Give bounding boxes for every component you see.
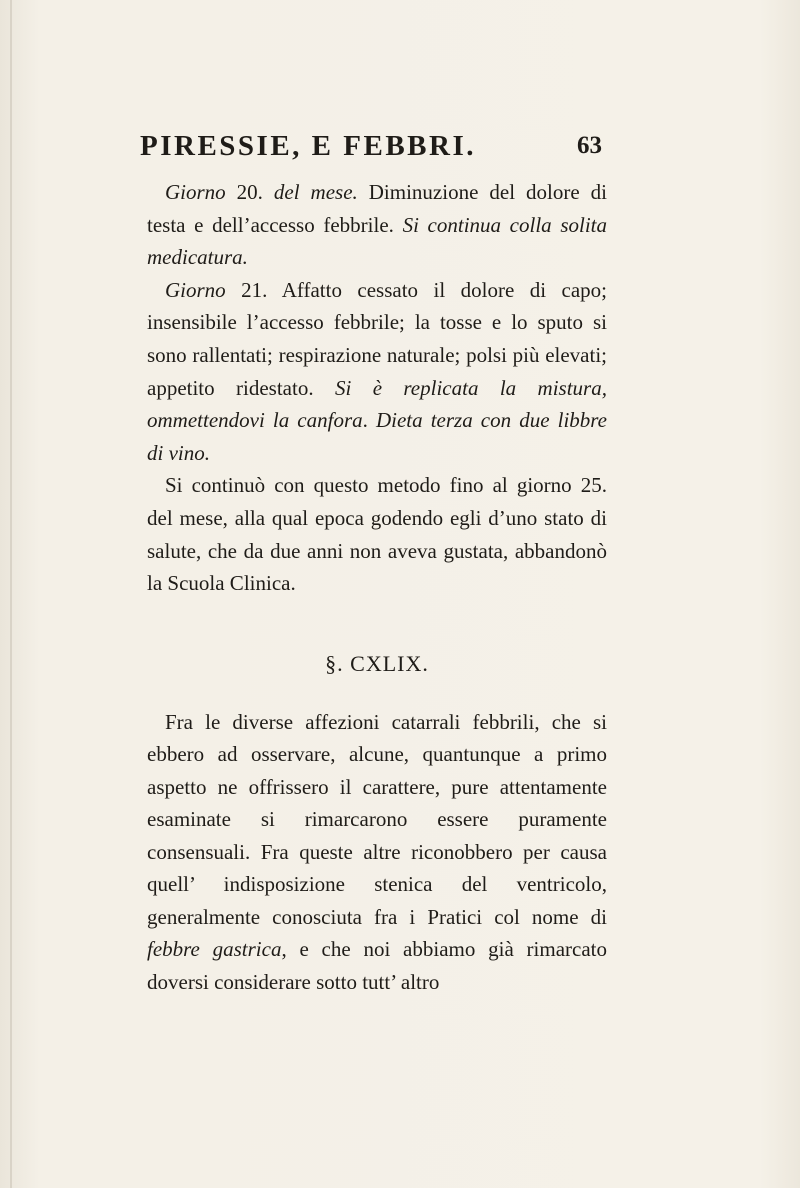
day-21-separator: .	[362, 408, 376, 433]
day-21-prescription: Si è replicata la mistura, ommettendovi la canfora	[147, 375, 607, 433]
day-20-prescription: Si continua colla solita medicatura.	[147, 212, 607, 270]
running-title: PIRESSIE, E FEBBRI.	[140, 130, 476, 162]
day-20-entry	[147, 176, 607, 274]
day-20-month: del mese.	[273, 180, 358, 204]
day-21-diet: Dieta terza con due libbre di vino.	[147, 408, 608, 465]
day-20-number: 20.	[236, 180, 263, 204]
page-body	[147, 176, 607, 998]
day-21-number: 21.	[241, 277, 268, 302]
gastric-fever-term: febbre gastrica	[147, 937, 282, 962]
binding-gutter	[10, 0, 12, 1188]
day-21-entry	[147, 274, 607, 470]
fever-paragraph	[147, 706, 607, 999]
day-20-text: Diminuzione del dolore di testa e dell’accesso febbrile.	[147, 180, 607, 237]
day-21-label: Giorno	[165, 277, 226, 302]
page-number: 63	[577, 132, 602, 159]
section-heading: §. CXLIX.	[325, 650, 429, 676]
page-header	[140, 128, 602, 168]
fever-paragraph-text: Fra le diverse affezioni catarrali febbrili, che si ebbero ad osservare, alcune, quantunque a primo aspetto ne offrissero il carattere, pure attentamente esaminate si rimarcarono essere puramente consensuali. Fra queste altre riconobbero per causa quell’ indisposizione stenica del ventricolo, generalmente conosciuta fra i Pratici col nome di	[147, 709, 607, 929]
continuation-paragraph: Si continuò con questo metodo fino al giorno 25. del mese, alla qual epoca godendo egli d’uno stato di salute, che da due anni non aveva gustata, abbandonò la Scuola Clinica.	[147, 473, 607, 596]
day-21-text: Affatto cessato il dolore di capo; insensibile l’accesso febbrile; la tosse e lo sputo si sono rallentati; respirazione naturale; polsi più elevati; appetito ridestato.	[147, 277, 608, 400]
fever-paragraph-ending: , e che noi abbiamo già rimarcato doversi considerare sotto tutt’ altro	[147, 937, 607, 994]
day-20-label: Giorno	[165, 180, 226, 204]
